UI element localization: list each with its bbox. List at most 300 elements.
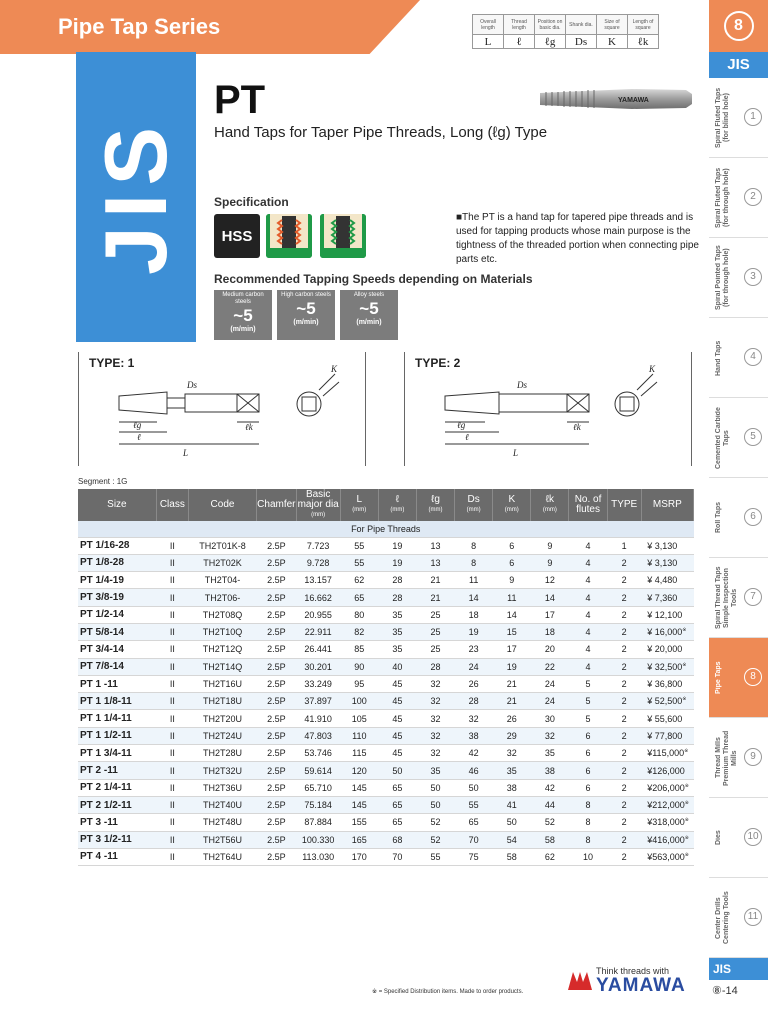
cell-flutes: 5 bbox=[569, 693, 607, 710]
cell-lg: 32 bbox=[416, 727, 454, 744]
cell-flutes: 4 bbox=[569, 554, 607, 571]
sidebar-item[interactable] bbox=[709, 398, 768, 478]
cell-msrp bbox=[641, 796, 693, 813]
cell-lk: 12 bbox=[531, 572, 569, 589]
cell-class: II bbox=[156, 658, 188, 675]
sidebar-item-label: Thread Mills Premium Thread Mills bbox=[715, 730, 738, 786]
segment-label: Segment : 1G bbox=[78, 477, 128, 486]
cell-type: 2 bbox=[607, 831, 641, 848]
specification-label: Specification bbox=[214, 195, 289, 209]
price-value: ¥ 52,500 bbox=[647, 696, 683, 707]
cell-L: 90 bbox=[340, 658, 378, 675]
cell-code: TH2T10Q bbox=[188, 623, 256, 640]
cell-class: II bbox=[156, 762, 188, 779]
cell-ds: 42 bbox=[455, 745, 493, 762]
cell-code: TH2T08Q bbox=[188, 606, 256, 623]
brand-logo-text: YAMAWA bbox=[596, 975, 686, 996]
cell-flutes: 6 bbox=[569, 779, 607, 796]
cell-msrp bbox=[641, 589, 693, 606]
sidebar-item[interactable] bbox=[709, 638, 768, 718]
legend-symbol: ℓ bbox=[504, 35, 535, 49]
speed-value: ~5 bbox=[359, 299, 379, 318]
cell-lg: 32 bbox=[416, 710, 454, 727]
cell-chamfer: 2.5P bbox=[257, 572, 296, 589]
table-row bbox=[78, 831, 694, 848]
cell-msrp bbox=[641, 848, 693, 865]
spec-table bbox=[78, 489, 694, 866]
svg-text:ℓk: ℓk bbox=[245, 422, 253, 432]
table-row bbox=[78, 675, 694, 692]
cell-k: 6 bbox=[493, 537, 531, 554]
legend-header: Size of square bbox=[597, 15, 628, 35]
cell-code: TH2T04- bbox=[188, 572, 256, 589]
cell-k: 58 bbox=[493, 848, 531, 865]
sidebar-item-number: 6 bbox=[744, 508, 762, 526]
cell-lk: 9 bbox=[531, 537, 569, 554]
cell-chamfer: 2.5P bbox=[257, 537, 296, 554]
cell-flutes: 8 bbox=[569, 814, 607, 831]
cell-msrp bbox=[641, 606, 693, 623]
distribution-mark: ※ bbox=[684, 817, 689, 824]
cell-k: 54 bbox=[493, 831, 531, 848]
cell-ds: 8 bbox=[455, 554, 493, 571]
cell-flutes: 10 bbox=[569, 848, 607, 865]
cell-lk: 17 bbox=[531, 606, 569, 623]
cell-lk: 18 bbox=[531, 623, 569, 640]
cell-class: II bbox=[156, 554, 188, 571]
cell-class: II bbox=[156, 675, 188, 692]
cell-flutes: 5 bbox=[569, 675, 607, 692]
price-value: ¥318,000 bbox=[647, 817, 685, 828]
cell-flutes: 4 bbox=[569, 572, 607, 589]
cell-basic-dia: 16.662 bbox=[296, 589, 340, 606]
svg-text:ℓg: ℓg bbox=[457, 420, 466, 430]
cell-type: 2 bbox=[607, 572, 641, 589]
jis-text: JIS bbox=[86, 118, 185, 276]
cell-class: II bbox=[156, 537, 188, 554]
cell-L: 155 bbox=[340, 814, 378, 831]
cell-chamfer: 2.5P bbox=[257, 589, 296, 606]
cell-l: 45 bbox=[378, 675, 416, 692]
sidebar-item-label: Cemented Carbide Taps bbox=[715, 407, 730, 469]
cell-lk: 9 bbox=[531, 554, 569, 571]
cell-L: 110 bbox=[340, 727, 378, 744]
cell-k: 21 bbox=[493, 675, 531, 692]
cell-k: 38 bbox=[493, 779, 531, 796]
cell-lg: 50 bbox=[416, 796, 454, 813]
cell-k: 14 bbox=[493, 606, 531, 623]
cell-msrp bbox=[641, 727, 693, 744]
cell-basic-dia: 20.955 bbox=[296, 606, 340, 623]
col-lk-label: ℓk bbox=[545, 494, 555, 505]
cell-l: 45 bbox=[378, 710, 416, 727]
cell-size: PT 2 1/4-11 bbox=[78, 779, 156, 796]
legend-symbol: Ds bbox=[566, 35, 597, 49]
legend-symbol: K bbox=[597, 35, 628, 49]
brand-tagline: Think threads with bbox=[596, 966, 670, 976]
cell-l: 45 bbox=[378, 693, 416, 710]
cell-msrp bbox=[641, 658, 693, 675]
cell-l: 35 bbox=[378, 641, 416, 658]
cell-lk: 58 bbox=[531, 831, 569, 848]
cell-size: PT 1 1/4-11 bbox=[78, 710, 156, 727]
sidebar-item-label: Roll Taps bbox=[715, 502, 722, 534]
cell-lg: 25 bbox=[416, 623, 454, 640]
col-k-unit: (mm) bbox=[504, 507, 519, 513]
cell-basic-dia: 33.249 bbox=[296, 675, 340, 692]
table-row bbox=[78, 572, 694, 589]
cell-code: TH2T64U bbox=[188, 848, 256, 865]
cell-ds: 55 bbox=[455, 796, 493, 813]
speed-material: Medium carbon steels bbox=[222, 292, 264, 305]
cell-chamfer: 2.5P bbox=[257, 675, 296, 692]
cell-L: 55 bbox=[340, 554, 378, 571]
table-row bbox=[78, 623, 694, 640]
cell-flutes: 4 bbox=[569, 606, 607, 623]
cell-flutes: 6 bbox=[569, 727, 607, 744]
cell-code: TH2T06- bbox=[188, 589, 256, 606]
dimension-legend bbox=[472, 14, 659, 49]
cell-flutes: 4 bbox=[569, 641, 607, 658]
cell-k: 6 bbox=[493, 554, 531, 571]
cell-class: II bbox=[156, 814, 188, 831]
cell-k: 9 bbox=[493, 572, 531, 589]
cell-size: PT 1 1/8-11 bbox=[78, 693, 156, 710]
cell-msrp bbox=[641, 675, 693, 692]
cell-l: 19 bbox=[378, 554, 416, 571]
cell-L: 55 bbox=[340, 537, 378, 554]
sidebar-item[interactable] bbox=[709, 478, 768, 558]
cell-size: PT 1/8-28 bbox=[78, 554, 156, 571]
sidebar-item-number: 5 bbox=[744, 428, 762, 446]
sidebar-item[interactable] bbox=[709, 78, 768, 158]
table-row bbox=[78, 658, 694, 675]
sidebar-item[interactable] bbox=[709, 158, 768, 238]
cell-chamfer: 2.5P bbox=[257, 641, 296, 658]
cell-basic-dia: 100.330 bbox=[296, 831, 340, 848]
svg-text:ℓ: ℓ bbox=[465, 432, 469, 442]
cell-L: 82 bbox=[340, 623, 378, 640]
svg-text:ℓ: ℓ bbox=[137, 432, 141, 442]
cell-size: PT 1/4-19 bbox=[78, 572, 156, 589]
cell-type: 2 bbox=[607, 641, 641, 658]
cell-chamfer: 2.5P bbox=[257, 710, 296, 727]
cell-chamfer: 2.5P bbox=[257, 693, 296, 710]
svg-text:K: K bbox=[649, 364, 656, 374]
price-value: ¥ 36,800 bbox=[647, 679, 683, 690]
cell-L: 145 bbox=[340, 796, 378, 813]
cell-lk: 52 bbox=[531, 814, 569, 831]
cell-class: II bbox=[156, 796, 188, 813]
speed-unit: (m/min) bbox=[356, 319, 382, 326]
series-title: Pipe Tap Series bbox=[58, 14, 221, 39]
cell-l: 70 bbox=[378, 848, 416, 865]
cell-basic-dia: 59.614 bbox=[296, 762, 340, 779]
cell-msrp bbox=[641, 710, 693, 727]
cell-msrp bbox=[641, 572, 693, 589]
cell-L: 120 bbox=[340, 762, 378, 779]
cell-l: 35 bbox=[378, 623, 416, 640]
cell-k: 26 bbox=[493, 710, 531, 727]
cell-code: TH2T14Q bbox=[188, 658, 256, 675]
cell-msrp bbox=[641, 831, 693, 848]
cell-lk: 44 bbox=[531, 796, 569, 813]
thread-form-icon bbox=[320, 214, 366, 258]
cell-lg: 13 bbox=[416, 554, 454, 571]
legend-header: Position on basic dia. bbox=[535, 15, 566, 35]
cell-lg: 35 bbox=[416, 762, 454, 779]
col-flutes: No. of flutes bbox=[569, 489, 607, 521]
price-value: ¥126,000 bbox=[647, 765, 685, 776]
cell-size: PT 1/2-14 bbox=[78, 606, 156, 623]
cell-flutes: 4 bbox=[569, 589, 607, 606]
cell-ds: 38 bbox=[455, 727, 493, 744]
cell-ds: 46 bbox=[455, 762, 493, 779]
chapter-number: 8 bbox=[724, 11, 754, 41]
type2-drawing bbox=[404, 352, 692, 466]
cell-chamfer: 2.5P bbox=[257, 658, 296, 675]
cell-basic-dia: 47.803 bbox=[296, 727, 340, 744]
sidebar-item-label: Spiral Thread Taps Simple Inspection Tools bbox=[715, 566, 738, 630]
cell-L: 80 bbox=[340, 606, 378, 623]
cell-chamfer: 2.5P bbox=[257, 848, 296, 865]
cell-basic-dia: 13.157 bbox=[296, 572, 340, 589]
legend-symbol: ℓk bbox=[628, 35, 659, 49]
cell-chamfer: 2.5P bbox=[257, 796, 296, 813]
cell-k: 15 bbox=[493, 623, 531, 640]
cell-lk: 22 bbox=[531, 658, 569, 675]
group-label: For Pipe Threads bbox=[78, 521, 694, 537]
price-value: ¥ 32,500 bbox=[647, 661, 683, 672]
cell-flutes: 6 bbox=[569, 762, 607, 779]
distribution-mark: ※ bbox=[684, 851, 689, 858]
cell-lk: 35 bbox=[531, 745, 569, 762]
cell-lk: 38 bbox=[531, 762, 569, 779]
price-value: ¥ 77,800 bbox=[647, 730, 683, 741]
page-number: ⑧-14 bbox=[712, 985, 738, 997]
sidebar-item-number: 9 bbox=[744, 748, 762, 766]
cell-type: 2 bbox=[607, 606, 641, 623]
table-row bbox=[78, 641, 694, 658]
cell-class: II bbox=[156, 589, 188, 606]
col-k-label: K bbox=[508, 494, 516, 505]
product-code: PT bbox=[214, 78, 266, 122]
sidebar-item[interactable] bbox=[709, 558, 768, 638]
sidebar-item-number: 8 bbox=[744, 668, 762, 686]
cell-ds: 65 bbox=[455, 814, 493, 831]
col-msrp: MSRP bbox=[641, 489, 693, 521]
cell-size: PT 2 1/2-11 bbox=[78, 796, 156, 813]
col-class: Class bbox=[156, 489, 188, 521]
group-row bbox=[78, 521, 694, 537]
sidebar-item-number: 10 bbox=[744, 828, 762, 846]
cell-size: PT 1/16-28 bbox=[78, 537, 156, 554]
svg-text:L: L bbox=[513, 448, 519, 458]
sidebar-item[interactable] bbox=[709, 878, 768, 958]
cell-flutes: 5 bbox=[569, 710, 607, 727]
table-row bbox=[78, 779, 694, 796]
cell-basic-dia: 65.710 bbox=[296, 779, 340, 796]
price-value: ¥206,000 bbox=[647, 782, 685, 793]
cell-code: TH2T12Q bbox=[188, 641, 256, 658]
table-row bbox=[78, 554, 694, 571]
price-value: ¥115,000 bbox=[647, 748, 685, 759]
distribution-mark: ※ bbox=[682, 661, 687, 668]
jis-standard-label bbox=[76, 52, 196, 342]
sidebar-item[interactable] bbox=[709, 238, 768, 318]
cell-type: 2 bbox=[607, 623, 641, 640]
cell-class: II bbox=[156, 710, 188, 727]
legend-symbol: L bbox=[473, 35, 504, 49]
legend-header: Overall length bbox=[473, 15, 504, 35]
cell-flutes: 6 bbox=[569, 745, 607, 762]
cell-l: 28 bbox=[378, 589, 416, 606]
col-lg-unit: (mm) bbox=[428, 507, 443, 513]
cell-size: PT 1 -11 bbox=[78, 675, 156, 692]
sidebar-jis-label: JIS bbox=[709, 52, 768, 78]
table-row bbox=[78, 848, 694, 865]
col-ds-label: Ds bbox=[467, 494, 480, 505]
cell-type: 2 bbox=[607, 814, 641, 831]
cell-flutes: 8 bbox=[569, 831, 607, 848]
cell-l: 65 bbox=[378, 796, 416, 813]
cell-type: 2 bbox=[607, 554, 641, 571]
table-row bbox=[78, 814, 694, 831]
cell-type: 2 bbox=[607, 675, 641, 692]
col-ds-unit: (mm) bbox=[466, 507, 481, 513]
sidebar-item-label: Dies bbox=[715, 830, 722, 846]
svg-text:L: L bbox=[183, 448, 189, 458]
sidebar-item-label: Center Drills Centering Tools bbox=[715, 891, 730, 945]
cell-type: 1 bbox=[607, 537, 641, 554]
cell-msrp bbox=[641, 554, 693, 571]
legend-header: Thread length bbox=[504, 15, 535, 35]
speed-material: Alloy steels bbox=[353, 292, 385, 298]
cell-l: 19 bbox=[378, 537, 416, 554]
sidebar-item-number: 7 bbox=[744, 588, 762, 606]
cell-size: PT 1 1/2-11 bbox=[78, 727, 156, 744]
cell-class: II bbox=[156, 693, 188, 710]
cell-chamfer: 2.5P bbox=[257, 623, 296, 640]
cell-chamfer: 2.5P bbox=[257, 727, 296, 744]
hss-badge: HSS bbox=[214, 214, 260, 258]
sidebar-item[interactable] bbox=[709, 798, 768, 878]
cell-class: II bbox=[156, 623, 188, 640]
cell-code: TH2T32U bbox=[188, 762, 256, 779]
cell-lg: 55 bbox=[416, 848, 454, 865]
speed-value: ~5 bbox=[233, 306, 253, 325]
cell-ds: 23 bbox=[455, 641, 493, 658]
cell-ds: 28 bbox=[455, 693, 493, 710]
type1-label: TYPE: 1 bbox=[89, 356, 135, 370]
col-lg bbox=[416, 489, 454, 521]
cell-ds: 75 bbox=[455, 848, 493, 865]
cell-lg: 25 bbox=[416, 606, 454, 623]
cell-chamfer: 2.5P bbox=[257, 762, 296, 779]
cell-type: 2 bbox=[607, 796, 641, 813]
table-row bbox=[78, 727, 694, 744]
price-value: ¥212,000 bbox=[647, 800, 685, 811]
sidebar-item-number: 2 bbox=[744, 188, 762, 206]
table-row bbox=[78, 537, 694, 554]
cell-flutes: 4 bbox=[569, 537, 607, 554]
cell-code: TH2T48U bbox=[188, 814, 256, 831]
cell-lk: 62 bbox=[531, 848, 569, 865]
cell-lg: 28 bbox=[416, 658, 454, 675]
cell-class: II bbox=[156, 779, 188, 796]
cell-type: 2 bbox=[607, 658, 641, 675]
cell-lk: 24 bbox=[531, 693, 569, 710]
cell-k: 17 bbox=[493, 641, 531, 658]
sidebar-item-number: 4 bbox=[744, 348, 762, 366]
cell-msrp bbox=[641, 693, 693, 710]
cell-l: 65 bbox=[378, 814, 416, 831]
cell-class: II bbox=[156, 572, 188, 589]
cell-code: TH2T56U bbox=[188, 831, 256, 848]
cell-chamfer: 2.5P bbox=[257, 831, 296, 848]
cell-type: 2 bbox=[607, 762, 641, 779]
cell-type: 2 bbox=[607, 848, 641, 865]
legend-header: Shank dia. bbox=[566, 15, 597, 35]
svg-text:Ds: Ds bbox=[187, 380, 198, 390]
cell-l: 40 bbox=[378, 658, 416, 675]
distribution-mark: ※ bbox=[682, 696, 687, 703]
cell-ds: 19 bbox=[455, 623, 493, 640]
product-description: ■The PT is a hand tap for tapered pipe threads and is used for tapping products whose main purpose is the tightness of the threaded portion when connecting pipe parts etc. bbox=[456, 212, 699, 265]
cell-L: 105 bbox=[340, 710, 378, 727]
cell-ds: 70 bbox=[455, 831, 493, 848]
yamawa-logo-icon bbox=[566, 968, 594, 992]
cell-k: 29 bbox=[493, 727, 531, 744]
cell-ds: 32 bbox=[455, 710, 493, 727]
price-value: ¥ 12,100 bbox=[647, 609, 683, 620]
cell-msrp bbox=[641, 779, 693, 796]
cell-class: II bbox=[156, 641, 188, 658]
col-l-label: ℓ bbox=[395, 494, 400, 505]
cell-ds: 26 bbox=[455, 675, 493, 692]
tapping-speeds-label: Recommended Tapping Speeds depending on Materials bbox=[214, 272, 533, 286]
speed-card bbox=[340, 290, 398, 340]
col-basic-dia-label: Basic major dia bbox=[297, 489, 339, 510]
cell-basic-dia: 41.910 bbox=[296, 710, 340, 727]
cell-class: II bbox=[156, 727, 188, 744]
sidebar-item-label: Spiral Pointed Taps (for through hole) bbox=[715, 245, 730, 311]
cell-ds: 18 bbox=[455, 606, 493, 623]
sidebar-item[interactable] bbox=[709, 318, 768, 398]
cell-lk: 14 bbox=[531, 589, 569, 606]
sidebar-item-label: Pipe Taps bbox=[715, 661, 722, 695]
speed-unit: (m/min) bbox=[293, 319, 319, 326]
table-row bbox=[78, 745, 694, 762]
cell-class: II bbox=[156, 831, 188, 848]
cell-code: TH2T16U bbox=[188, 675, 256, 692]
cell-lk: 32 bbox=[531, 727, 569, 744]
cell-code: TH2T20U bbox=[188, 710, 256, 727]
col-l-unit: (mm) bbox=[390, 507, 405, 513]
sidebar-item-label: Spiral Fluted Taps (for blind hole) bbox=[715, 87, 730, 149]
sidebar-item[interactable] bbox=[709, 718, 768, 798]
cell-type: 2 bbox=[607, 589, 641, 606]
product-title: Hand Taps for Taper Pipe Threads, Long (ℓg) Type bbox=[214, 124, 548, 141]
cell-lk: 20 bbox=[531, 641, 569, 658]
speed-card bbox=[214, 290, 272, 340]
cell-lg: 13 bbox=[416, 537, 454, 554]
chapter-number-tab[interactable] bbox=[709, 0, 768, 52]
col-lk-unit: (mm) bbox=[542, 507, 557, 513]
cell-type: 2 bbox=[607, 710, 641, 727]
cell-l: 45 bbox=[378, 727, 416, 744]
cell-l: 28 bbox=[378, 572, 416, 589]
